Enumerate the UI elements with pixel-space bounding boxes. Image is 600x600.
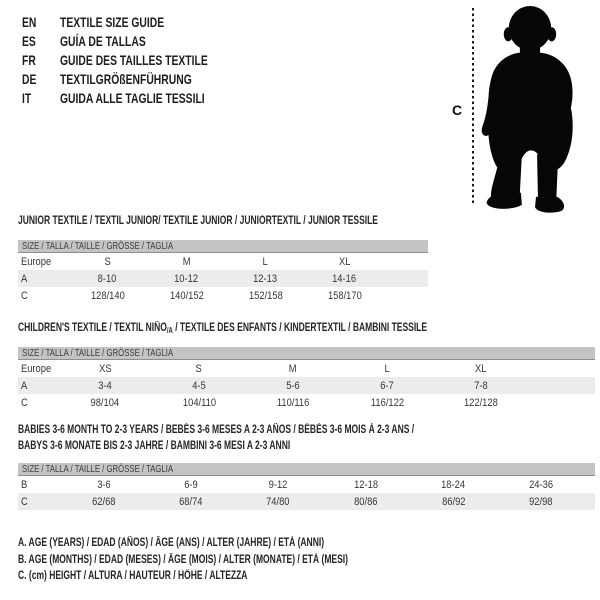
babies-size-table <box>18 463 595 510</box>
language-row <box>22 51 260 70</box>
junior-table <box>18 253 428 304</box>
size-header-text: SIZE / TALLA / TAILLE / GRÖSSE / TAGLIA <box>22 463 174 475</box>
cell: XL <box>475 362 487 375</box>
title-subscript: /A <box>166 326 173 335</box>
row-label: C <box>21 396 28 409</box>
footnotes <box>18 535 464 585</box>
language-code: DE <box>22 71 37 87</box>
language-code: FR <box>22 52 36 68</box>
row-label: C <box>21 495 28 508</box>
height-label: C <box>452 102 463 118</box>
language-title: TEXTILGRÖßENFÜHRUNG <box>60 71 192 87</box>
children-table <box>18 360 595 411</box>
row-label: A <box>21 379 28 392</box>
table-row <box>18 287 428 304</box>
language-row <box>22 13 260 32</box>
language-title: GUIDE DES TAILLES TEXTILE <box>60 52 208 68</box>
cell: 5-6 <box>286 379 300 392</box>
size-header-text: SIZE / TALLA / TAILLE / GRÖSSE / TAGLIA <box>22 347 174 359</box>
babies-table <box>18 476 595 510</box>
size-header-bar <box>18 347 595 360</box>
table-row <box>18 476 595 493</box>
cell: 128/140 <box>90 289 125 302</box>
table-row <box>18 394 595 411</box>
cell: XL <box>338 255 351 268</box>
size-header-bar <box>18 463 595 476</box>
size-header-bar <box>18 240 428 253</box>
cell: 12-18 <box>354 478 378 491</box>
junior-size-table <box>18 240 428 304</box>
table-row <box>18 493 595 510</box>
table-row <box>18 270 428 287</box>
language-code: ES <box>22 33 36 49</box>
toddler-silhouette-icon <box>477 5 589 213</box>
language-title: TEXTILE SIZE GUIDE <box>60 14 165 30</box>
table-row <box>18 360 595 377</box>
babies-table-title <box>18 422 553 454</box>
cell: 152/158 <box>248 289 283 302</box>
cell: 12-13 <box>253 272 278 285</box>
table-row <box>18 253 428 270</box>
cell: 110/116 <box>276 396 310 409</box>
language-row <box>22 70 260 89</box>
cell: M <box>289 362 297 375</box>
cell: L <box>262 255 269 268</box>
language-code: EN <box>22 14 37 30</box>
cell: 122/128 <box>464 396 498 409</box>
language-title: GUIDA ALLE TAGLIE TESSILI <box>60 90 205 106</box>
cell: 8-10 <box>98 272 117 285</box>
cell: 9-12 <box>268 478 288 491</box>
cell: 6-9 <box>183 478 198 491</box>
cell: 62/68 <box>91 495 116 508</box>
row-label: Europe <box>21 255 52 268</box>
cell: 104/110 <box>182 396 216 409</box>
babies-table-title-line1: BABIES 3-6 MONTH TO 2-3 YEARS / BEBÉS 3-6 MESES A 2-3 AÑOS / BÉBÉS 3-6 MOIS À 2-3 ANS / <box>18 424 415 436</box>
cell: 24-36 <box>529 478 553 491</box>
cell: 74/80 <box>266 495 290 508</box>
babies-table-title-line2: BABYS 3-6 MONATE BIS 2-3 JAHRE / BAMBINI 3-6 MESI A 2-3 ANNI <box>18 440 291 452</box>
row-label: A <box>21 272 28 285</box>
cell: L <box>384 362 390 375</box>
cell: 18-24 <box>441 478 466 491</box>
row-label: C <box>21 289 28 302</box>
language-code: IT <box>22 90 32 106</box>
footnote-b: B. AGE (MONTHS) / EDAD (MESES) / ÂGE (MOIS) / ALTER (MONATE) / ETÀ (MESI) <box>18 553 348 566</box>
height-dashed-line <box>472 8 474 206</box>
cell: 6-7 <box>380 379 394 392</box>
cell: 92/98 <box>529 495 553 508</box>
cell: S <box>195 362 203 375</box>
cell: M <box>182 255 191 268</box>
cell: 68/74 <box>178 495 203 508</box>
cell: 80/86 <box>354 495 378 508</box>
junior-table-title <box>18 213 504 229</box>
footnote-a: A. AGE (YEARS) / EDAD (AÑOS) / ÂGE (ANS) / ALTER (JAHRE) / ETÀ (ANNI) <box>18 537 325 549</box>
footnote-c: C. (cm) HEIGHT / ALTURA / HAUTEUR / HÖHE / ALTEZZA <box>18 570 248 582</box>
cell: 116/122 <box>370 396 404 409</box>
size-header-text: SIZE / TALLA / TAILLE / GRÖSSE / TAGLIA <box>22 240 174 252</box>
language-row <box>22 32 260 51</box>
cell: 3-4 <box>98 379 112 392</box>
cell: 158/170 <box>327 289 362 302</box>
cell: 86/92 <box>441 495 466 508</box>
cell: S <box>104 255 111 268</box>
cell: 98/104 <box>90 396 120 409</box>
table-row <box>18 377 595 394</box>
cell: 7-8 <box>474 379 488 392</box>
language-title: GUÍA DE TALLAS <box>60 33 146 49</box>
cell: 4-5 <box>192 379 206 392</box>
row-label: B <box>21 478 28 491</box>
cell: XS <box>98 362 112 375</box>
children-size-table <box>18 347 595 411</box>
children-table-title-text: CHILDREN'S TEXTILE / TEXTIL $NIÑO_{/A}$ / TEXTILE DES ENFANTS / KINDERTEXTIL / BAMBINI TESSILE <box>18 322 428 335</box>
language-title-list <box>22 13 260 108</box>
language-row <box>22 89 260 108</box>
cell: 3-6 <box>96 478 111 491</box>
junior-table-title-text: JUNIOR TEXTILE / TEXTIL JUNIOR/ TEXTILE JUNIOR / JUNIORTEXTIL / JUNIOR TESSILE <box>18 215 378 227</box>
children-table-title <box>18 320 571 339</box>
cell: 14-16 <box>332 272 357 285</box>
cell: 10-12 <box>174 272 199 285</box>
row-label: Europe <box>21 362 52 375</box>
cell: 140/152 <box>169 289 204 302</box>
